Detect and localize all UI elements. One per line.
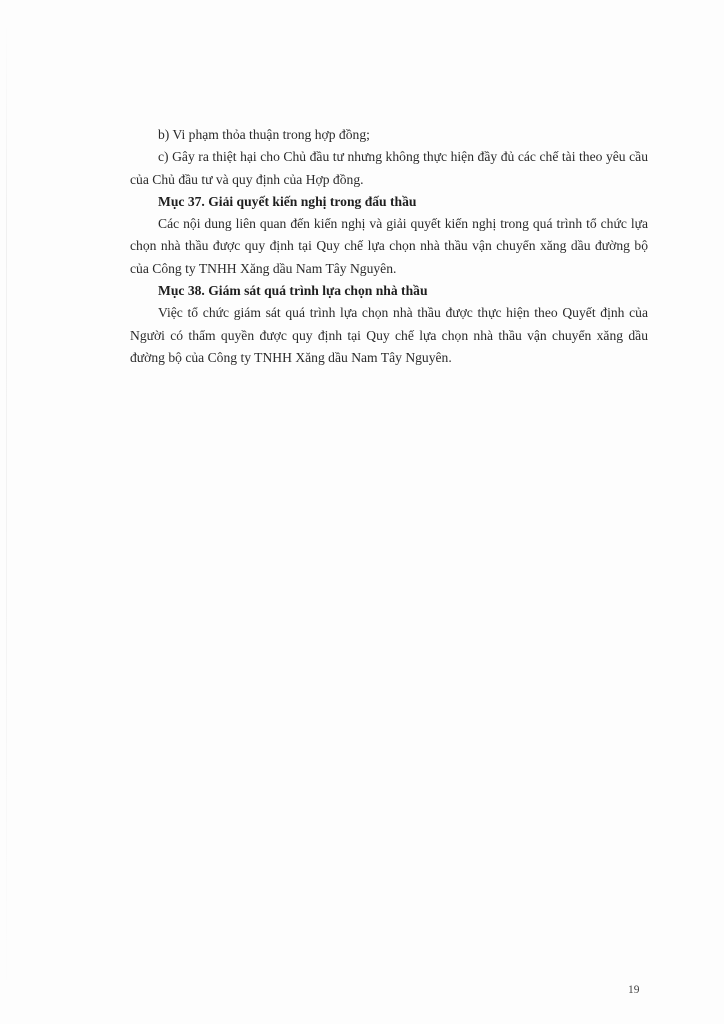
clause-c: c) Gây ra thiệt hại cho Chủ đầu tư nhưng không thực hiện đầy đủ các chế tài theo yêu cầu của Chủ đầu tư và quy định của Hợp đồng. <box>130 149 648 187</box>
section-38-heading: Mục 38. Giám sát quá trình lựa chọn nhà thầu <box>158 283 428 299</box>
section-37-heading: Mục 37. Giải quyết kiến nghị trong đấu thầu <box>158 193 417 209</box>
section-37-body: Các nội dung liên quan đến kiến nghị và giải quyết kiến nghị trong quá trình tổ chức lựa chọn nhà thầu được quy định tại Quy chế lựa chọn nhà thầu vận chuyển xăng dầu đường bộ của Công ty TNHH Xăng dầu Nam Tây Nguyên. <box>130 216 648 276</box>
section-38-body: Việc tổ chức giám sát quá trình lựa chọn nhà thầu được thực hiện theo Quyết định của Người có thẩm quyền được quy định tại Quy chế lựa chọn nhà thầu vận chuyển xăng dầu đường bộ của Công ty TNHH Xăng dầu Nam Tây Nguyên. <box>130 305 648 365</box>
scan-edge-shadow <box>6 20 7 1000</box>
page-number: 19 <box>628 984 640 996</box>
document-body <box>130 124 648 369</box>
clause-b: b) Vi phạm thỏa thuận trong hợp đồng; <box>158 127 370 142</box>
